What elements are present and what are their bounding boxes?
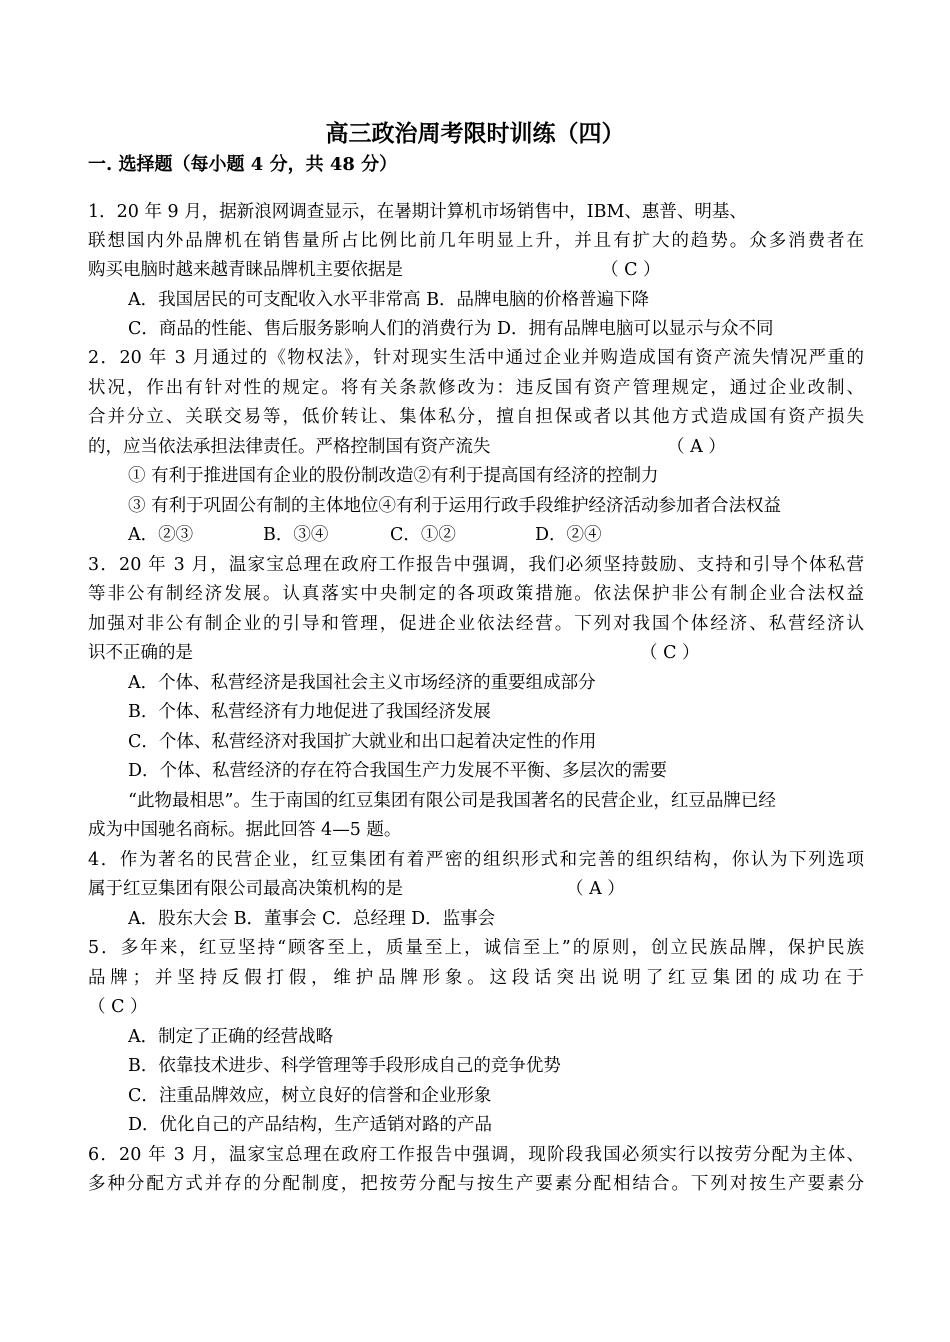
q2-option-b: B．③④ — [263, 525, 329, 545]
q2-stem-line-2: 状况，作出有针对性的规定。将有关条款修改为：违反国有资产管理规定，通过企业改制、 — [88, 378, 864, 398]
q1-stem-line-2: 联想国内外品牌机在销售量所占比例比前几年明显上升，并且有扩大的趋势。众多消费者在 — [88, 231, 864, 251]
section-heading: 一. 选择题（每小题 4 分，共 48 分） — [88, 154, 398, 175]
q1-stem-line-3: 购买电脑时越来越青睐品牌机主要依据是 — [88, 260, 403, 280]
q2-option-d: D．②④ — [535, 525, 602, 545]
q3-answer: （ C ） — [640, 643, 700, 663]
q1-options-cd: C．商品的性能、售后服务影响人们的消费行为 D．拥有品牌电脑可以显示与众不同 — [128, 319, 774, 339]
q6-stem-line-2: 多种分配方式并存的分配制度，把按劳分配与按生产要素分配相结合。下列对按生产要素分 — [88, 1174, 864, 1194]
q3-option-a: A．个体、私营经济是我国社会主义市场经济的重要组成部分 — [128, 673, 596, 693]
q3-stem-line-3: 加强对非公有制企业的引导和管理，促进企业依法经营。下列对我国个体经济、私营经济认 — [88, 614, 864, 634]
q2-stem-line-3: 合并分立、关联交易等，低价转让、集体私分，擅自担保或者以其他方式造成国有资产损失 — [88, 407, 864, 427]
q2-option-a: A．②③ — [128, 525, 194, 545]
q5-answer: （ C ） — [88, 997, 148, 1017]
q4-stem-line-1: 4．作为著名的民营企业，红豆集团有着严密的组织形式和完善的组织结构，你认为下列选项 — [88, 850, 864, 870]
q3-stem-line-2: 等非公有制经济发展。认真落实中央制定的各项政策措施。依法保护非公有制企业合法权益 — [88, 584, 864, 604]
intro-line-1: “此物最相思”。生于南国的红豆集团有限公司是我国著名的民营企业，红豆品牌已经 — [128, 791, 776, 811]
q3-option-b: B．个体、私营经济有力地促进了我国经济发展 — [128, 702, 491, 722]
q6-stem-line-1: 6．20 年 3 月，温家宝总理在政府工作报告中强调，现阶段我国必须实行以按劳分配为主体、 — [88, 1145, 864, 1165]
q2-statements-12: ① 有利于推进国有企业的股份制改造②有利于提高国有经济的控制力 — [128, 466, 659, 486]
q5-option-c: C．注重品牌效应，树立良好的信誉和企业形象 — [128, 1086, 492, 1106]
q5-option-a: A．制定了正确的经营战略 — [128, 1027, 334, 1047]
q5-stem-line-2: 品牌；并坚持反假打假，维护品牌形象。这段话突出说明了红豆集团的成功在于 — [88, 968, 864, 988]
q3-stem-line-4: 识不正确的是 — [88, 643, 193, 663]
q1-stem-line-1: 1．20 年 9 月，据新浪网调查显示，在暑期计算机市场销售中，IBM、惠普、明基、 — [88, 202, 747, 222]
q2-stem-line-1: 2．20 年 3 月通过的《物权法》，针对现实生活中通过企业并购造成国有资产流失情况严重的 — [88, 348, 864, 368]
q4-options: A．股东大会 B．董事会 C．总经理 D．监事会 — [128, 909, 496, 929]
q3-option-c: C．个体、私营经济对我国扩大就业和出口起着决定性的作用 — [128, 732, 597, 752]
q2-answer: （ A ） — [667, 437, 726, 457]
q4-answer: （ A ） — [566, 879, 625, 899]
q2-stem-line-4: 的，应当依法承担法律责任。严格控制国有资产流失 — [88, 437, 491, 457]
intro-line-2: 成为中国驰名商标。据此回答 4—5 题。 — [88, 820, 402, 840]
q2-statements-34: ③ 有利于巩固公有制的主体地位④有利于运用行政手段维护经济活动参加者合法权益 — [128, 496, 782, 516]
q4-stem-line-2: 属于红豆集团有限公司最高决策机构的是 — [88, 879, 403, 899]
q1-options-ab: A．我国居民的可支配收入水平非常高 B．品牌电脑的价格普遍下降 — [128, 290, 650, 310]
q5-stem-line-1: 5．多年来，红豆坚持“顾客至上，质量至上，诚信至上”的原则，创立民族品牌，保护民族 — [88, 938, 864, 958]
q3-option-d: D．个体、私营经济的存在符合我国生产力发展不平衡、多层次的需要 — [128, 761, 668, 781]
page-title: 高三政治周考限时训练（四） — [325, 120, 625, 147]
q2-option-c: C．①② — [390, 525, 456, 545]
q5-option-d: D．优化自己的产品结构，生产适销对路的产品 — [128, 1115, 493, 1135]
q1-answer: （ C ） — [601, 260, 661, 280]
q5-option-b: B．依靠技术进步、科学管理等手段形成自己的竞争优势 — [128, 1056, 561, 1076]
q3-stem-line-1: 3．20 年 3 月，温家宝总理在政府工作报告中强调，我们必须坚持鼓励、支持和引导个体私营 — [88, 555, 864, 575]
